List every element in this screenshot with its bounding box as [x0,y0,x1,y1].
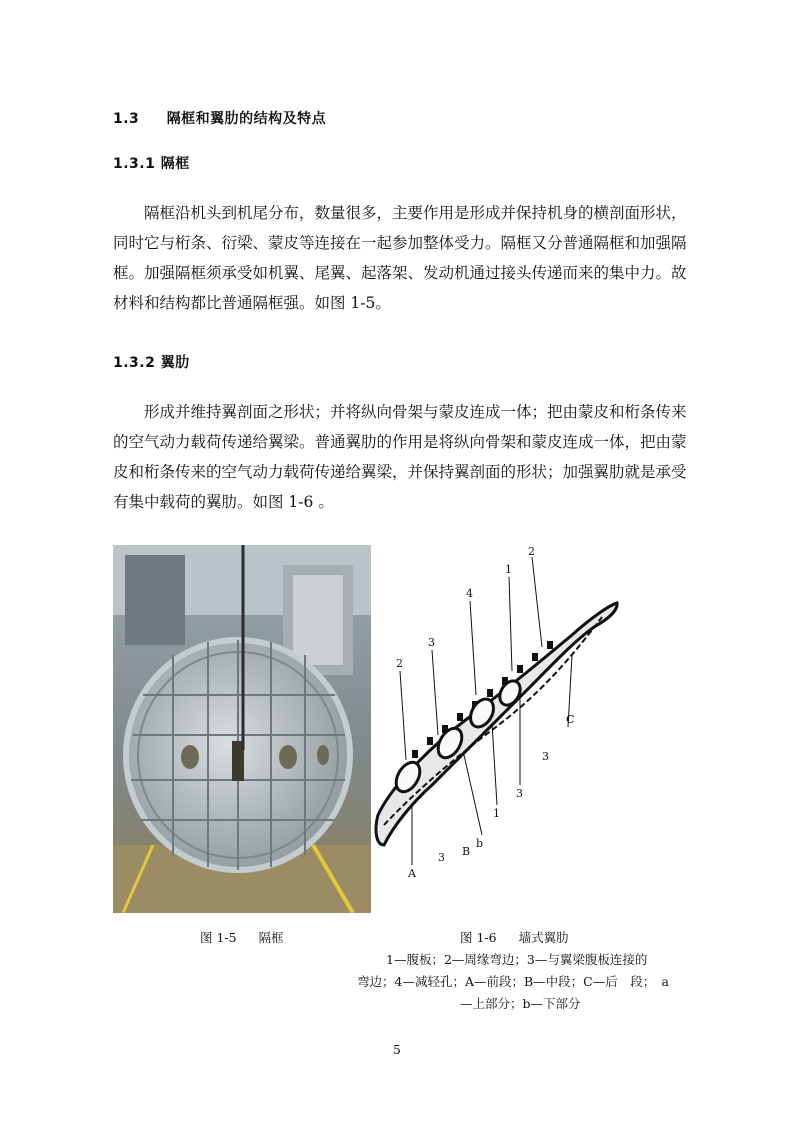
figure-number: 图 1-6 [460,930,497,945]
paragraph-line: 材料和结构都比普通隔框强。如图 1-5。 [113,294,391,312]
paragraph-1 [113,198,698,318]
section-number: 1.3 [113,111,140,127]
wing-rib-drawing [372,545,622,905]
figure-1-5-caption [200,928,284,946]
callout-label: 2 [396,657,403,670]
callout-label: 3 [516,787,523,800]
callout-label: 3 [542,750,549,763]
figure-title: 墙式翼肋 [518,930,569,945]
callout-label: C [566,713,575,726]
page-number: 5 [393,1043,401,1057]
bulkhead-photo-illustration [113,545,371,913]
callout-label: 3 [438,851,445,864]
callout-label: 1 [505,563,512,576]
callout-label: b [476,837,484,850]
bulkhead-photo [113,545,371,913]
paragraph-line: 形成并维持翼剖面之形状；并将纵向骨架与蒙皮连成一体；把由蒙皮和桁条传来 [144,403,687,421]
figure-number: 图 1-5 [200,930,237,945]
figure-1-6-caption [460,928,569,946]
figure-1-6-legend-line: —上部分；b—下部分 [460,996,581,1011]
wing-rib-illustration [372,545,622,905]
figure-title: 隔框 [258,930,284,945]
callout-label: 4 [466,587,473,600]
callout-label: 3 [428,636,435,649]
paragraph-line: 框。加强隔框须承受如机翼、尾翼、起落架、发动机通过接头传递而来的集中力。故 [113,264,687,282]
section-title: 隔框和翼肋的结构及特点 [166,111,327,127]
figure-1-6-legend-line: 1—腹板；2—周缘弯边；3—与翼梁腹板连接的 [386,952,648,967]
callout-label: B [462,845,471,858]
paragraph-line: 隔框沿机头到机尾分布，数量很多，主要作用是形成并保持机身的横剖面形状， [144,204,687,222]
subsection-heading-2: 1.3.2 翼肋 [113,355,190,371]
figure-1-6-legend-line: 弯边；4—减轻孔；A—前段；B—中段；C—后 段； a [357,974,669,989]
paragraph-2 [113,397,698,517]
callout-label: A [408,867,416,880]
subsection-heading-1: 1.3.1 隔框 [113,156,190,172]
paragraph-line: 皮和桁条传来的空气动力载荷传递给翼梁，并保持翼剖面的形状；加强翼肋就是承受 [113,463,687,481]
callout-label: 2 [528,545,535,558]
paragraph-line: 的空气动力载荷传递给翼梁。普通翼肋的作用是将纵向骨架和蒙皮连成一体，把由蒙 [113,433,687,451]
paragraph-line: 同时它与桁条、衍梁、蒙皮等连接在一起参加整体受力。隔框又分普通隔框和加强隔 [113,234,687,252]
callout-label: 1 [493,807,500,820]
paragraph-line: 有集中载荷的翼肋。如图 1-6 。 [113,493,334,511]
section-heading [113,108,326,128]
